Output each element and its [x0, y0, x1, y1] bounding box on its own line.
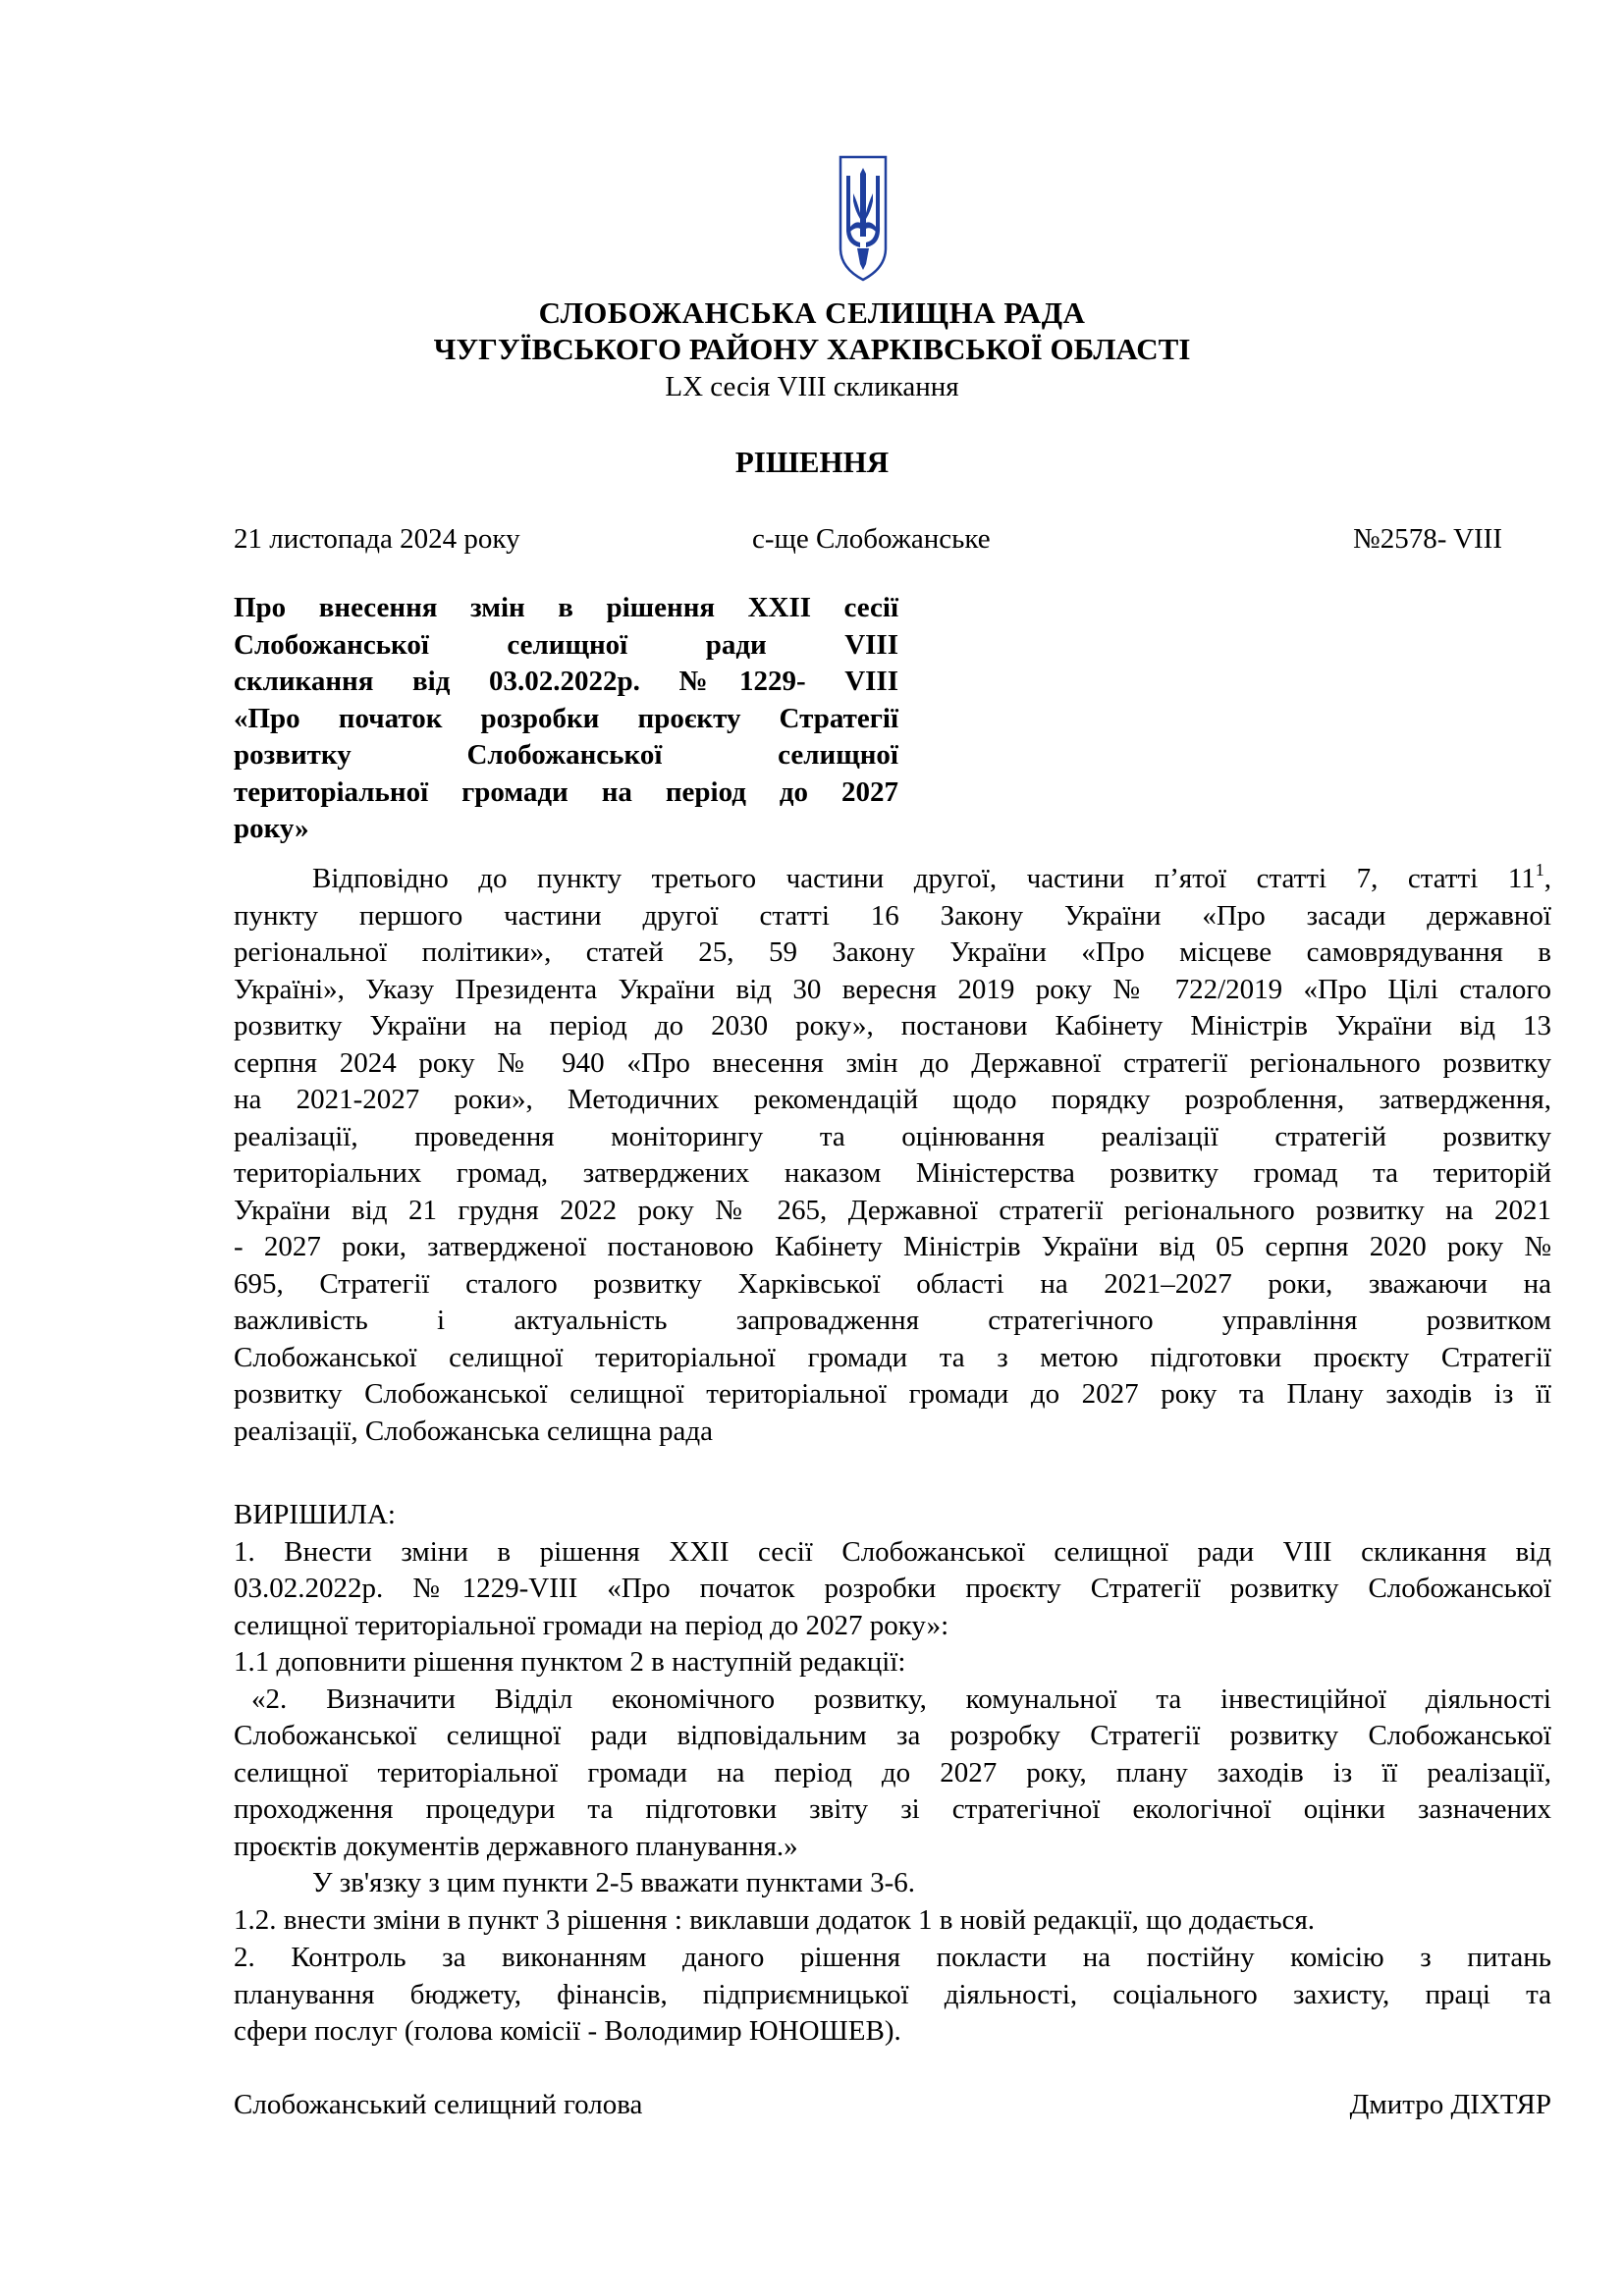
quote-line: «2. Визначити Відділ економічного розвитку, комунальної та інвестиційної діяльності: [251, 1682, 1551, 1715]
preamble-line: серпня 2024 року № 940 «Про внесення змін до Державної стратегії регіонального розвитку: [234, 1046, 1551, 1079]
subject-line: Про внесення змін в рішення XXII сесії: [234, 592, 898, 623]
resolution-section: [234, 1497, 1551, 1939]
preamble-line: територіальних громад, затверджених наказом Міністерства розвитку громад та територій: [234, 1157, 1551, 1189]
preamble-line: Україні», Указу Президента України від 30 вересня 2019 року № 722/2019 «Про Цілі сталого: [234, 973, 1551, 1005]
item-1-line: 03.02.2022р. №1229-VIII «Про початок розробки проєкту Стратегії розвитку Слобожанської: [234, 1573, 1551, 1604]
control-line: 2. Контроль за виконанням даного рішення покласти на постійну комісію з питань: [234, 1942, 1551, 1973]
council-name: СЛОБОЖАНСЬКА СЕЛИЩНА РАДА: [538, 295, 1086, 330]
preamble-line: Слобожанської селищної територіальної громади та з метою підготовки проєкту Стратегії: [234, 1341, 1551, 1373]
quote-line: проходження процедури та підготовки звіту зі стратегічної екологічної оцінки зазначених: [234, 1793, 1551, 1825]
document-type: РІШЕННЯ: [734, 445, 890, 479]
renumber-note: У зв'язку з цим пункти 2-5 вважати пунктами 3-6.: [312, 1867, 915, 1898]
session-info: LX сесія VIII скликання: [665, 371, 959, 402]
preamble-line: регіональної політики», статей 25, 59 Закону України «Про місцеве самоврядування в: [234, 936, 1551, 968]
quote-line: селищної територіальної громади на період до 2027 року, плану заходів із її реалізації,: [234, 1756, 1551, 1789]
decision-date: 21 листопада 2024 року: [234, 523, 520, 555]
preamble-line: Відповідно до пункту третього частини другої, частини п’ятої статті 7, статті $11^1$,: [312, 860, 1551, 894]
signature-block: [234, 2087, 1551, 2126]
trident-coat-of-arms-icon: [838, 154, 889, 283]
preamble-line: України від 21 грудня 2022 року № 265, Державної стратегії регіонального розвитку на 2021: [234, 1194, 1551, 1226]
subject-line: «Про початок розробки проєкту Стратегії: [234, 702, 898, 734]
subject-line: скликання від 03.02.2022р. №1229- VIII: [234, 666, 898, 697]
preamble-line: реалізації, Слобожанська селищна рада: [234, 1415, 714, 1447]
subject-line: територіальної громади на період до 2027: [234, 775, 898, 808]
signatory-name: Дмитро ДІХТЯР: [1349, 2089, 1551, 2120]
item-1-1: 1.1 доповнити рішення пунктом 2 в наступній редакції:: [234, 1646, 906, 1678]
resolved-heading: ВИРІШИЛА:: [234, 1499, 396, 1530]
preamble-line: 695, Стратегії сталого розвитку Харківської області на 2021–2027 роки, зважаючи на: [234, 1267, 1551, 1300]
item-1-line: 1. Внести зміни в рішення XXII сесії Слобожанської селищної ради VIII скликання від: [234, 1535, 1551, 1568]
control-line: планування бюджету, фінансів, підприємницької діяльності, соціального захисту, праці та: [234, 1978, 1551, 2010]
preamble-line: важливість і актуальність запровадження стратегічного управління розвитком: [234, 1305, 1551, 1336]
preamble-paragraph: [234, 861, 1551, 1450]
quote-line: Слобожанської селищної ради відповідальним за розробку Стратегії розвитку Слобожанської: [234, 1720, 1551, 1751]
preamble-line: на 2021-2027 роки», Методичних рекомендацій щодо порядку розроблення, затвердження,: [234, 1084, 1551, 1115]
preamble-line: розвитку Слобожанської селищної територіальної громади до 2027 року та Плану заходів із її: [234, 1378, 1551, 1410]
control-line: сфери послуг (голова комісії - Володимир ЮНОШЕВ).: [234, 2015, 901, 2047]
decision-place: с-ще Слобожанське: [752, 523, 991, 555]
control-clause: [234, 1940, 1551, 2051]
preamble-line: розвитку України на період до 2030 року», постанови Кабінету Міністрів України від 13: [234, 1010, 1551, 1041]
quote-line: проєктів документів державного планування.»: [234, 1830, 798, 1862]
preamble-line: пункту першого частини другої статті 16 Закону України «Про засади державної: [234, 899, 1551, 932]
preamble-line: - 2027 роки, затвердженої постановою Кабінету Міністрів України від 05 серпня 2020 року №: [234, 1231, 1551, 1262]
subject-line: року»: [234, 813, 309, 844]
subject-line: Слобожанської селищної ради VIII: [234, 628, 898, 661]
superscript: 1: [1535, 860, 1544, 880]
preamble-line: реалізації, проведення моніторингу та оцінювання реалізації стратегій розвитку: [234, 1120, 1551, 1152]
subject-line: розвитку Слобожанської селищної: [234, 739, 898, 771]
decision-subject: [234, 590, 898, 848]
decision-number: №2578- VIII: [1353, 523, 1502, 555]
signatory-position: Слобожанський селищний голова: [234, 2089, 643, 2120]
item-1-line: селищної територіальної громади на період до 2027 року»:: [234, 1609, 949, 1641]
council-district: ЧУГУЇВСЬКОГО РАЙОНУ ХАРКІВСЬКОЇ ОБЛАСТІ: [433, 332, 1191, 366]
decision-meta: [234, 521, 1502, 561]
item-1-2: 1.2. внести зміни в пункт 3 рішення : виклавши додаток 1 в новій редакції, що додається.: [234, 1903, 1316, 1936]
